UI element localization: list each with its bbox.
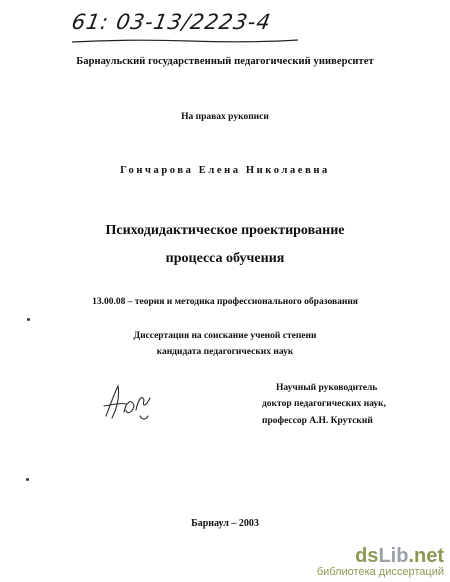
dissertation-degree-line1: Диссертация на соискание ученой степени: [133, 331, 317, 341]
university-name: Барнаульский государственный педагогический университет: [76, 56, 374, 67]
dissertation-title-line1: Психодидактическое проектирование: [105, 223, 345, 238]
scan-speck: [26, 478, 29, 481]
dissertation-degree-line2: кандидата педагогических наук: [156, 347, 294, 357]
manuscript-rights-label: На правах рукописи: [181, 112, 269, 122]
scan-speck: [27, 318, 30, 321]
author-signature: [96, 376, 158, 426]
author-name: Гончарова Елена Николаевна: [120, 165, 330, 176]
supervisor-degree: доктор педагогических наук,: [262, 399, 387, 409]
specialty-code: 13.00.08 – теория и методика профессионального образования: [92, 297, 358, 307]
dslib-logo: dsLib.net: [355, 545, 444, 567]
city-year: Барнаул – 2003: [191, 518, 259, 529]
dslib-subtitle: библиотека диссертаций: [316, 566, 444, 578]
supervisor-name: профессор А.Н. Крутский: [262, 416, 373, 426]
dslib-watermark: [317, 546, 444, 578]
dissertation-title-line2: процесса обучения: [165, 251, 285, 266]
supervisor-label: Научный руководитель: [276, 383, 378, 393]
handwritten-archive-code: 61: 03-13/2223-4: [69, 10, 274, 34]
handwritten-underline: [70, 37, 300, 45]
